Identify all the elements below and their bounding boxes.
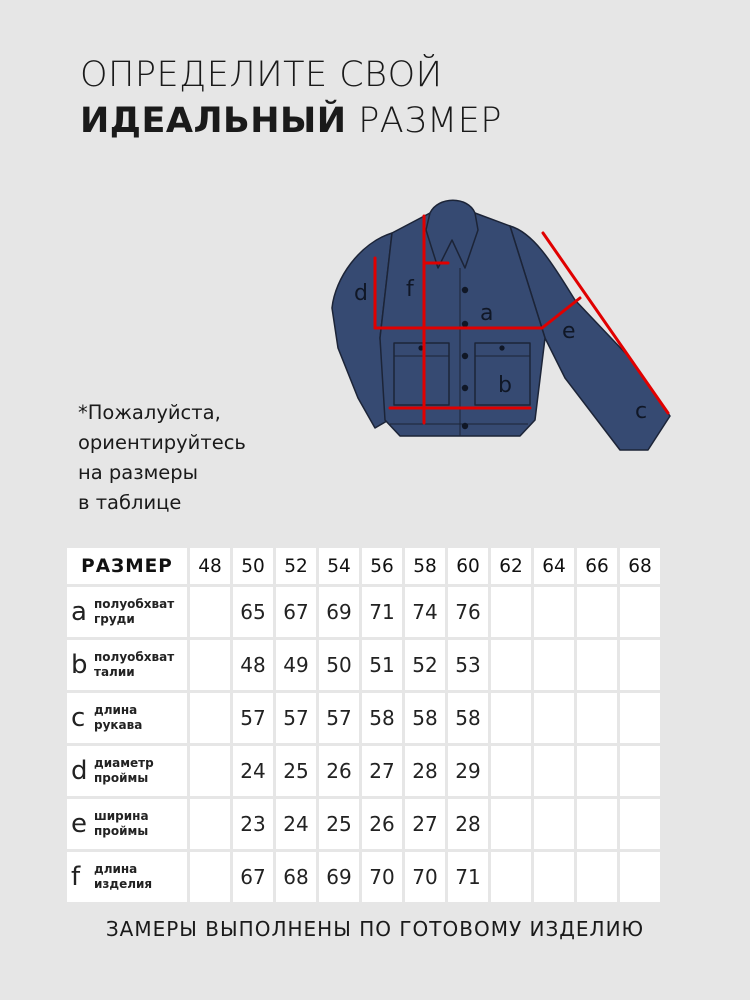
table-cell: 53 <box>448 640 488 690</box>
table-cell <box>190 799 230 849</box>
note-line-1: *Пожалуйста, <box>78 401 221 424</box>
size-header-cell: 56 <box>362 548 402 584</box>
diagram-label-f: f <box>406 277 414 302</box>
title-rest-word: РАЗМЕР <box>346 101 502 141</box>
row-label-cell <box>67 693 187 743</box>
size-header-cell: 66 <box>577 548 617 584</box>
table-cell: 23 <box>233 799 273 849</box>
size-header-row <box>67 548 660 584</box>
title-line-1: ОПРЕДЕЛИТЕ СВОЙ <box>80 55 443 95</box>
table-cell <box>534 799 574 849</box>
table-cell: 58 <box>448 693 488 743</box>
size-header-cell: 48 <box>190 548 230 584</box>
size-header-cell: 52 <box>276 548 316 584</box>
table-cell <box>190 852 230 902</box>
table-cell: 57 <box>276 693 316 743</box>
table-cell: 69 <box>319 852 359 902</box>
table-cell: 24 <box>233 746 273 796</box>
table-cell <box>491 799 531 849</box>
table-cell: 65 <box>233 587 273 637</box>
table-cell <box>534 587 574 637</box>
table-cell: 70 <box>405 852 445 902</box>
table-cell: 52 <box>405 640 445 690</box>
table-cell <box>620 852 660 902</box>
table-cell: 49 <box>276 640 316 690</box>
table-cell <box>190 640 230 690</box>
size-header-cell: 64 <box>534 548 574 584</box>
table-cell: 28 <box>448 799 488 849</box>
table-cell <box>491 693 531 743</box>
table-cell: 50 <box>319 640 359 690</box>
table-cell <box>577 746 617 796</box>
note-line-3: на размеры <box>78 461 199 484</box>
diagram-label-a: a <box>480 301 494 326</box>
table-cell: 67 <box>233 852 273 902</box>
table-cell: 69 <box>319 587 359 637</box>
table-cell: 25 <box>319 799 359 849</box>
jacket-diagram <box>330 188 675 453</box>
table-row <box>67 693 660 743</box>
table-cell <box>577 587 617 637</box>
table-cell <box>491 587 531 637</box>
row-desc-line-2: талии <box>94 665 135 679</box>
size-header-label: РАЗМЕР <box>67 548 187 584</box>
row-label-cell <box>67 640 187 690</box>
table-cell: 70 <box>362 852 402 902</box>
table-cell: 27 <box>405 799 445 849</box>
row-desc-line-2: проймы <box>94 771 149 785</box>
table-cell: 68 <box>276 852 316 902</box>
table-cell <box>491 746 531 796</box>
table-cell <box>620 587 660 637</box>
size-header-cell: 54 <box>319 548 359 584</box>
row-desc-line-1: диаметр <box>94 756 154 770</box>
table-cell <box>190 693 230 743</box>
size-header-cell: 58 <box>405 548 445 584</box>
size-header-cell: 60 <box>448 548 488 584</box>
table-cell <box>620 693 660 743</box>
row-letter: d <box>71 756 88 786</box>
note-line-2: ориентируйтесь <box>78 431 246 454</box>
row-letter: c <box>71 703 86 733</box>
table-cell: 26 <box>319 746 359 796</box>
row-letter: a <box>71 597 87 627</box>
size-header-cell: 68 <box>620 548 660 584</box>
row-desc-line-2: груди <box>94 612 135 626</box>
row-desc-line-1: длина <box>94 703 138 717</box>
table-cell: 58 <box>405 693 445 743</box>
table-cell <box>534 852 574 902</box>
table-cell <box>534 693 574 743</box>
table-cell: 26 <box>362 799 402 849</box>
table-cell: 28 <box>405 746 445 796</box>
table-cell: 71 <box>362 587 402 637</box>
table-cell: 24 <box>276 799 316 849</box>
row-desc-line-2: рукава <box>94 718 143 732</box>
table-cell <box>534 746 574 796</box>
row-letter: f <box>71 862 81 892</box>
table-cell: 51 <box>362 640 402 690</box>
note-line-4: в таблице <box>78 491 182 514</box>
table-cell <box>620 640 660 690</box>
diagram-label-c: c <box>635 399 648 424</box>
size-header-cell: 50 <box>233 548 273 584</box>
diagram-label-b: b <box>498 373 512 398</box>
table-row <box>67 746 660 796</box>
table-row <box>67 799 660 849</box>
title-bold-word: ИДЕАЛЬНЫЙ <box>80 101 347 141</box>
table-cell <box>491 852 531 902</box>
table-cell <box>190 587 230 637</box>
table-cell: 57 <box>233 693 273 743</box>
table-row <box>67 640 660 690</box>
table-cell <box>534 640 574 690</box>
row-desc-line-1: длина <box>94 862 138 876</box>
row-letter: b <box>71 650 88 680</box>
table-cell <box>577 693 617 743</box>
table-cell <box>620 746 660 796</box>
table-cell: 74 <box>405 587 445 637</box>
table-cell: 29 <box>448 746 488 796</box>
row-desc-line-1: ширина <box>94 809 149 823</box>
table-row <box>67 852 660 902</box>
row-label-cell <box>67 852 187 902</box>
table-cell: 27 <box>362 746 402 796</box>
left-pocket <box>394 343 449 405</box>
table-cell <box>577 852 617 902</box>
table-cell <box>577 640 617 690</box>
row-label-cell <box>67 799 187 849</box>
table-row <box>67 587 660 637</box>
table-cell <box>190 746 230 796</box>
table-cell: 48 <box>233 640 273 690</box>
note-text <box>78 398 246 518</box>
row-desc-line-1: полуобхват <box>94 650 175 664</box>
page-title <box>80 52 502 144</box>
diagram-label-e: e <box>562 319 576 344</box>
size-header-cell: 62 <box>491 548 531 584</box>
table-cell: 71 <box>448 852 488 902</box>
title-line-2 <box>80 98 502 144</box>
row-label-cell <box>67 746 187 796</box>
row-desc-line-2: проймы <box>94 824 149 838</box>
table-cell: 58 <box>362 693 402 743</box>
table-cell <box>577 799 617 849</box>
table-cell: 67 <box>276 587 316 637</box>
table-cell: 57 <box>319 693 359 743</box>
diagram-label-d: d <box>354 281 368 306</box>
table-cell <box>620 799 660 849</box>
row-desc-line-2: изделия <box>94 877 153 891</box>
footer-text: ЗАМЕРЫ ВЫПОЛНЕНЫ ПО ГОТОВОМУ ИЗДЕЛИЮ <box>105 917 645 941</box>
row-label-cell <box>67 587 187 637</box>
row-letter: e <box>71 809 87 839</box>
table-cell <box>491 640 531 690</box>
row-desc-line-1: полуобхват <box>94 597 175 611</box>
table-cell: 76 <box>448 587 488 637</box>
size-table <box>64 545 663 905</box>
table-cell: 25 <box>276 746 316 796</box>
